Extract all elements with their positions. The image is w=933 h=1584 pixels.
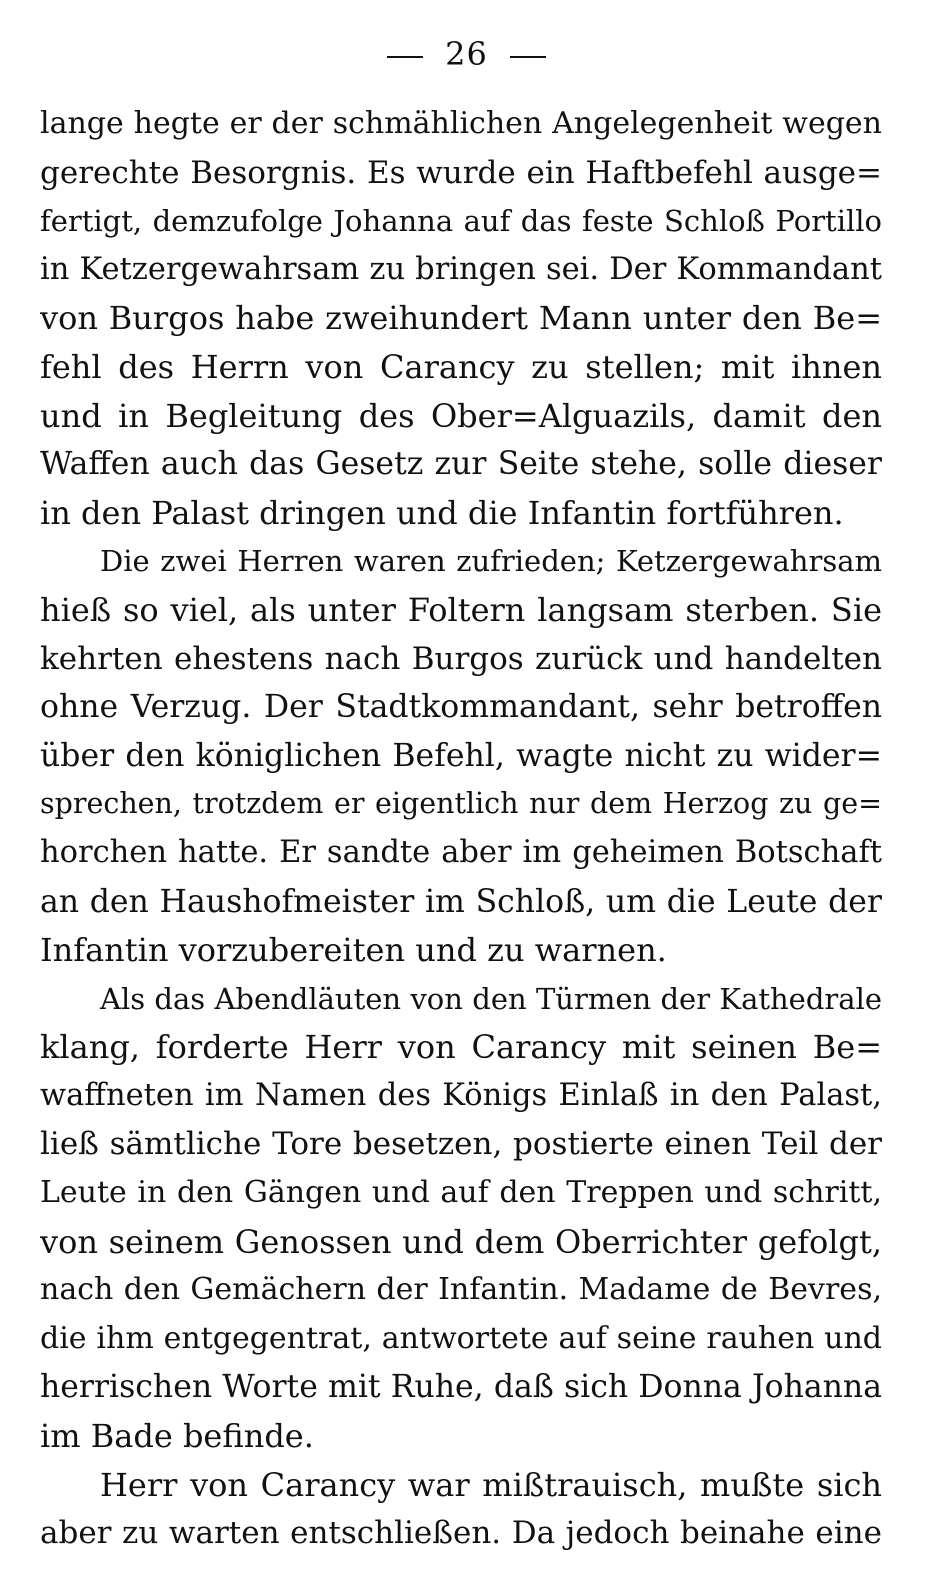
page-number: 26 (445, 35, 488, 73)
text-line: die ihm entgegentrat, antwortete auf seine rauhen und (40, 1320, 882, 1356)
text-line: hieß so viel, als unter Foltern langsam sterben. Sie (40, 590, 882, 629)
text-line: Die zwei Herren waren zufrieden; Ketzergewahrsam (100, 544, 882, 579)
text-line: sprechen, trotzdem er eigentlich nur dem Herzog zu ge= (40, 787, 882, 821)
body-text (40, 100, 882, 1558)
text-line: in den Palast dringen und die Infantin fortführen. (40, 493, 844, 532)
text-line: waffneten im Namen des Königs Einlaß in den Palast, (40, 1077, 882, 1113)
text-line: im Bade befinde. (40, 1417, 314, 1456)
header-dash-right (510, 56, 546, 58)
text-line: in Ketzergewahrsam zu bringen sei. Der Kommandant (40, 251, 882, 287)
text-line: herrischen Worte mit Ruhe, daß sich Donna Johanna (40, 1369, 882, 1406)
text-line: aber zu warten entschließen. Da jedoch beinahe eine (40, 1515, 882, 1552)
header-dash-left (387, 56, 423, 58)
text-line: nach den Gemächern der Infantin. Madame de Bevres, (40, 1272, 882, 1308)
text-line: Leute in den Gängen und auf den Treppen und schritt, (40, 1175, 882, 1211)
text-line: über den königlichen Befehl, wagte nicht zu wider= (40, 737, 882, 774)
text-line: ließ sämtliche Tore besetzen, postierte einen Teil der (40, 1126, 882, 1163)
text-line: Herr von Carancy war mißtrauisch, mußte sich (100, 1465, 882, 1504)
text-line: horchen hatte. Er sandte aber im geheimen Botschaft (40, 834, 882, 870)
text-line: lange hegte er der schmählichen Angelegenheit wegen (40, 106, 882, 141)
text-line: klang, forderte Herr von Carancy mit seinen Be= (40, 1028, 882, 1067)
text-line: an den Haushofmeister im Schloß, um die Leute der (40, 883, 882, 920)
text-line: fertigt, demzufolge Johanna auf das feste Schloß Portillo (40, 204, 882, 239)
page-header (0, 30, 933, 78)
text-line: und in Begleitung des Ober=Alguazils, damit den (40, 396, 882, 435)
text-line: ohne Verzug. Der Stadtkommandant, sehr betroffen (40, 689, 882, 726)
text-line: Waffen auch das Gesetz zur Seite stehe, solle dieser (40, 446, 882, 483)
text-line: Als das Abendläuten von den Türmen der Kathedrale (100, 981, 882, 1016)
text-line: Infantin vorzubereiten und zu warnen. (40, 931, 667, 970)
text-line: von Burgos habe zweihundert Mann unter den Be= (40, 299, 882, 338)
text-line: fehl des Herrn von Carancy zu stellen; mit ihnen (40, 347, 882, 386)
text-line: kehrten ehestens nach Burgos zurück und handelten (40, 640, 882, 677)
text-line: von seinem Genossen und dem Oberrichter gefolgt, (40, 1222, 882, 1261)
text-line: gerechte Besorgnis. Es wurde ein Haftbefehl ausge= (40, 154, 882, 191)
